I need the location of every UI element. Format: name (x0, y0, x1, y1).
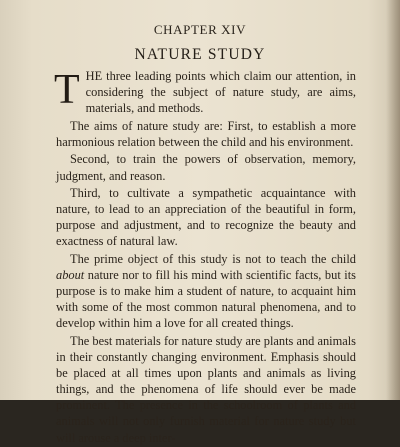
paragraph-prime-object (56, 251, 356, 331)
page-title: NATURE STUDY (134, 46, 266, 63)
chapter-heading: CHAPTER XIV (153, 22, 247, 37)
drop-cap: T (54, 67, 80, 113)
paragraph-aims: The aims of nature study are: First, to establish a more harmonious relation between the child and his environment. (56, 118, 356, 149)
prime-object-text-b: nature nor to fill his mind with scientific facts, but its purpose is to make him a student of nature, to acquaint him with some of the most common natural phenomena, and to develop within him a love for all created things. (56, 268, 356, 331)
paragraph-intro (56, 68, 356, 116)
paragraph-second: Second, to train the powers of observation, memory, judgment, and reason. (56, 152, 356, 183)
body-text (56, 68, 356, 447)
paragraph-third: Third, to cultivate a sympathetic acquaintance with nature, to lead to an appreciation of the beautiful in form, purpose and adjustment, and to recognize the beauty and exactness of natural law. (56, 186, 356, 249)
paragraph-materials: The best materials for nature study are plants and animals in their constantly changing environment. Emphasis should be placed at all times upon plants and animals as living things, and the phenomena of life should ever be made prominent. The presence in the schoolroom of plants and animals will not only furnish material for nature study but will arouse a deep inter- (56, 334, 356, 445)
paragraph-intro-text: HE three leading points which claim our attention, in considering the subject of nature study, are aims, materials, and methods. (85, 69, 356, 116)
prime-object-text-a: The prime object of this study is not to teach the child (70, 252, 356, 267)
emphasis-about: about (56, 268, 85, 283)
